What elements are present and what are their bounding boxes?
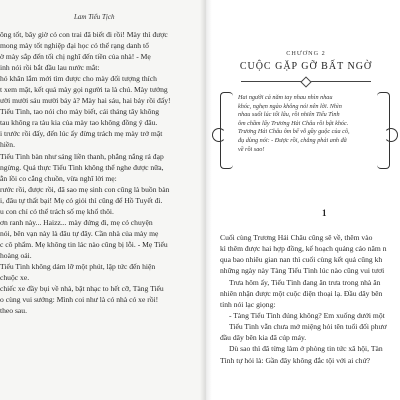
book-gutter [200, 0, 212, 400]
text-line: - Tàng Tiểu Tình đúng không? Em xuống dưới một [229, 310, 385, 320]
text-line: Trưa hôm ấy, Tiểu Tình đang ăn trưa trong nhà ăn [229, 277, 381, 287]
text-line: i trước rồi đấy, đến lúc ấy đừng trách mẹ mày trở mặt [0, 129, 163, 139]
chapter-label: CHƯƠNG 2 [286, 50, 326, 57]
text-line: c cô phẩm. Mẹ không tin lác nào cũng bị lỗi. - Mẹ Tiểu [0, 239, 168, 249]
text-line: nói, bên vạn này là đâu tự đây. Cần nhà của mày mẹ [0, 228, 159, 238]
text-line: tỉnh nói lạc giọng: [220, 299, 276, 309]
text-line: khóc, nghẹn ngào không nói nên lời. Nhìn [238, 102, 342, 110]
text-line: hoàng oái. [0, 250, 32, 260]
text-line: qua bao nhiêu gian nan thì cuối cùng kết quả cũng kh [220, 255, 383, 265]
text-line: i, đâu tự thất bại! Mẹ có giỏi thì cũng để Hồ Tuyết đi. [0, 195, 163, 205]
text-line: Tiểu Tình bàn như sáng liền thanh, phẳng nắng rá đạp [0, 151, 164, 161]
right-page [206, 0, 400, 400]
text-line: ông tốt, bây giờ có con trai đã biết đi rồi! Mày thì được [0, 30, 168, 39]
text-line: o cùng vui sướng: Mình coi như là có nhà có xe rồi! [0, 295, 159, 305]
text-line: Tiểu Tình, tao nói cho mày biết, cái tháng tây không [0, 107, 160, 117]
text-line: hiền. [0, 140, 15, 150]
text-line: Tiểu Tình vẫn chưa mở miệng hỏi tên tuổi đối phươ [229, 322, 387, 332]
text-line: đụ dùng nói: - Được rồi, chẳng phải anh đã [238, 136, 347, 144]
text-line: ôm chầm lấy Trương Hải Châu rồi bật khóc. [238, 119, 349, 127]
section-number: 1 [322, 208, 327, 218]
text-line: mong mày tốt nghiệp đại học có thể rạng danh tổ [0, 41, 149, 51]
text-line: ẫn lồi co cẳng chuồn, vừa nghĩ lời mẹ: [0, 173, 117, 183]
text-line: Tình tự hỏi là: Gần đây không đắc tội với ai chứ? [220, 355, 370, 365]
text-line: Trương Hải Châu ôm bế vỗ gầy guộc của cô, [238, 128, 350, 136]
text-line: Hai người cả năm tay nhau nhìn nhau [238, 94, 333, 101]
text-line: tau không ra tàu kia của mày tao không đồng ý đâu. [0, 118, 158, 128]
text-line: theo sau. [0, 306, 27, 316]
right-curl-ornament [384, 128, 398, 142]
running-head: Lam Tiểu Tịch [74, 13, 115, 21]
text-line: nhau suốt lúc tối lâu, rồi nhiên Tiểu Tình [238, 111, 340, 119]
text-line: ơn ranh này... Haizz... mày đứng đi, mẹ có chuyện [0, 217, 153, 227]
text-line: những ngày này Tàng Tiểu Tình lúc nào cũng vui tươi [220, 266, 385, 276]
text-line: t xem mặt, kết quả mày gọi người ta là chú. Mày tưởng [0, 85, 168, 95]
text-line: ngừng. Quả thực Tiểu Tình không thể nghe được nữa, [0, 162, 164, 172]
text-line: inh nói rồi bắt đầu lau nước mắt: [0, 63, 100, 73]
text-line: về rồi sao! [238, 145, 265, 153]
text-line: ờ mày sắp đến tối chị nghĩ đến tiền của nhà! - Mẹ [0, 52, 151, 62]
text-line: Tiểu Tình không dám lỡ một phút, lập tức đến hiện [0, 261, 156, 271]
right-page-body [220, 232, 400, 366]
text-line: chiếc xe đầy bụi về nhà, bật nhạc to hết cỡ, Tàng Tiểu [0, 284, 164, 294]
text-line: u con chỉ có thể trách số mẹ khổ thôi. [0, 206, 114, 216]
epigraph [238, 94, 372, 154]
text-line: hó khăn lắm mới tìm được cho mày đối tượng thích [0, 74, 157, 84]
text-line: Cuối cùng Trương Hải Châu cũng sẽ về, thêm vào [220, 233, 373, 242]
text-line: chuộc xe. [0, 273, 30, 283]
text-line: nhiên nhận được một cuộc điện thoại lạ. Đầu dây bên [220, 288, 383, 298]
text-line: rước rồi, được rồi, đã sao mẹ sinh con cũng là buồn bàn [0, 184, 170, 194]
chapter-ornament [231, 78, 381, 86]
text-line: kì thêm được hai hợp đồng, kế hoạch quảng cáo năm n [220, 244, 387, 254]
left-curl-ornament [212, 128, 226, 142]
epigraph-frame [220, 92, 390, 167]
chapter-title: CUỘC GẶP GỠ BẤT NGỜ [239, 61, 373, 72]
text-line: ười mười sáu mười bảy à? Mày hai sáu, hai bảy rồi đấy! [0, 96, 171, 106]
text-line: đầu dây bên kia đã cúp máy. [220, 333, 307, 343]
left-page-body [0, 29, 198, 316]
text-line: Dù sao thì đã từng làm ở phòng tin tức xã hội, Tàn [229, 344, 383, 354]
chapter-heading [226, 50, 386, 86]
